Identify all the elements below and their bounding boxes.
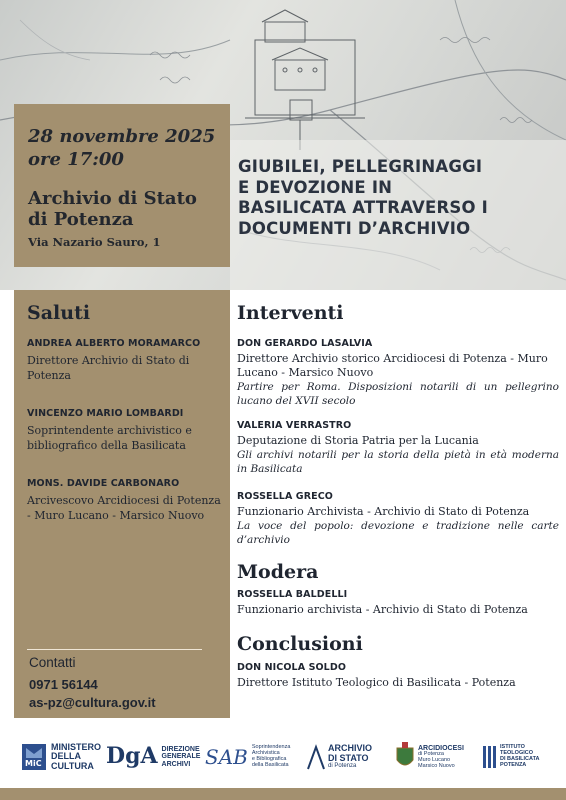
modera-heading: Modera	[237, 561, 319, 583]
person-role: Soprintendente archivistico e bibliografico della Basilicata	[27, 424, 192, 452]
arcidiocesi-line: di Potenza	[418, 751, 444, 758]
speaker-name: DON GERARDO LASALVIA	[237, 338, 373, 349]
sab-text	[252, 745, 291, 768]
talk-title: La voce del popolo: devozione e tradizione nelle carte d’archivio	[237, 520, 559, 546]
archivio-line: di Potenza	[328, 763, 357, 770]
contact-phone[interactable]: 0971 56144	[29, 677, 98, 692]
event-title	[238, 157, 558, 239]
greeting-person	[27, 338, 223, 383]
arcidiocesi-text	[418, 745, 464, 770]
sab-mark: SAB	[205, 744, 248, 769]
istituto-text	[500, 745, 540, 768]
speaker-entry	[237, 491, 559, 547]
person-name: ANDREA ALBERTO MORAMARCO	[27, 338, 201, 349]
dga-line: GENERALE	[161, 753, 201, 761]
title-line: GIUBILEI, PELLEGRINAGGI	[238, 157, 483, 176]
conclusion-entry	[237, 662, 559, 690]
sab-line: Soprintendenza	[251, 744, 291, 751]
dga-line: ARCHIVI	[161, 760, 191, 768]
dga-text	[162, 746, 201, 768]
arcidiocesi-line: Marsico Nuovo	[418, 762, 455, 769]
conclusioni-heading: Conclusioni	[237, 633, 363, 655]
contact-email[interactable]: as-pz@cultura.gov.it	[29, 695, 156, 710]
sab-line: Archivistica	[251, 750, 280, 757]
mic-text	[51, 743, 101, 771]
mic-line: DELLA	[51, 751, 81, 762]
logo-arcidiocesi[interactable]	[394, 740, 464, 774]
speaker-entry	[237, 338, 559, 408]
moderator-role: Funzionario archivista - Archivio di Stato di Potenza	[237, 603, 528, 616]
event-venue	[28, 188, 228, 230]
saluti-heading: Saluti	[27, 302, 91, 324]
person-role: Direttore Archivio di Stato di Potenza	[27, 354, 190, 382]
archivio-line: DI STATO	[328, 752, 369, 763]
moderator-name: ROSSELLA BALDELLI	[237, 589, 348, 600]
event-datetime	[28, 125, 228, 171]
event-date: 28 novembre 2025	[28, 126, 216, 147]
istituto-line: DI BASILICATA	[500, 756, 540, 762]
coat-of-arms-icon	[394, 742, 416, 772]
arcidiocesi-line: Muro Lucano	[418, 756, 451, 763]
speaker-name: VALERIA VERRASTRO	[237, 420, 352, 431]
speaker-role: Direttore Archivio storico Arcidiocesi di Potenza - Muro Lucano - Marsico Nuovo	[237, 352, 548, 379]
title-line: E DEVOZIONE IN	[238, 177, 393, 197]
partner-logos	[0, 726, 566, 788]
event-address: Via Nazario Sauro, 1	[28, 235, 161, 249]
arcidiocesi-line: ARCIDIOCESI	[418, 744, 464, 752]
speaker-entry	[237, 420, 559, 476]
sab-line: e Bibliografica	[251, 756, 287, 762]
greeting-person	[27, 408, 223, 453]
mic-emblem-icon	[22, 742, 48, 772]
istituto-line: POTENZA	[500, 761, 527, 768]
person-role: Arcivescovo Arcidiocesi di Potenza - Muro Lucano - Marsico Nuovo	[27, 494, 221, 522]
title-line: DOCUMENTI D’ARCHIVIO	[238, 218, 471, 238]
speaker-role: Funzionario Archivista - Archivio di Stato di Potenza	[237, 505, 530, 518]
istituto-line: ISTITUTO	[500, 744, 525, 751]
moderator-entry	[237, 589, 559, 617]
logo-soprintendenza[interactable]	[205, 740, 290, 774]
conclusion-name: DON NICOLA SOLDO	[237, 662, 346, 673]
contacts-divider	[27, 649, 202, 650]
archivio-text	[328, 744, 372, 769]
greeting-person	[27, 478, 223, 523]
mic-line: CULTURA	[51, 760, 94, 771]
talk-title: Partire per Roma. Disposizioni notarili di un pellegrino lucano del XVII secolo	[237, 381, 559, 407]
dga-mark: DgA	[106, 743, 158, 770]
archivio-line: ARCHIVIO	[328, 743, 373, 754]
event-time: ore 17:00	[28, 149, 124, 170]
speaker-role: Deputazione di Storia Patria per la Lucania	[237, 434, 479, 447]
person-name: MONS. DAVIDE CARBONARO	[27, 478, 180, 489]
column-bars-icon	[482, 742, 500, 772]
conclusion-role: Direttore Istituto Teologico di Basilicata - Potenza	[237, 676, 516, 689]
contacts-heading: Contatti	[29, 655, 76, 670]
speaker-name: ROSSELLA GRECO	[237, 491, 333, 502]
venue-line-2: di Potenza	[28, 209, 134, 230]
archive-arch-icon	[306, 743, 326, 771]
logo-archivio-stato[interactable]	[306, 740, 372, 774]
person-name: VINCENZO MARIO LOMBARDI	[27, 408, 184, 419]
interventi-heading: Interventi	[237, 302, 344, 324]
logo-dga[interactable]	[106, 740, 200, 774]
venue-line-1: Archivio di Stato	[28, 188, 197, 209]
logo-ministero-cultura[interactable]	[22, 740, 101, 774]
dga-line: DIREZIONE	[161, 745, 200, 753]
title-line: BASILICATA ATTRAVERSO I	[238, 198, 488, 217]
istituto-line: TEOLOGICO	[500, 750, 533, 757]
sab-line: della Basilicata	[251, 761, 289, 768]
svg-text:MiC: MiC	[25, 759, 42, 768]
logo-istituto-teologico[interactable]	[482, 740, 540, 774]
mic-line: MINISTERO	[51, 741, 102, 752]
talk-title: Gli archivi notarili per la storia della pietà in età moderna in Basilicata	[237, 449, 559, 475]
footer-bar	[0, 788, 566, 800]
